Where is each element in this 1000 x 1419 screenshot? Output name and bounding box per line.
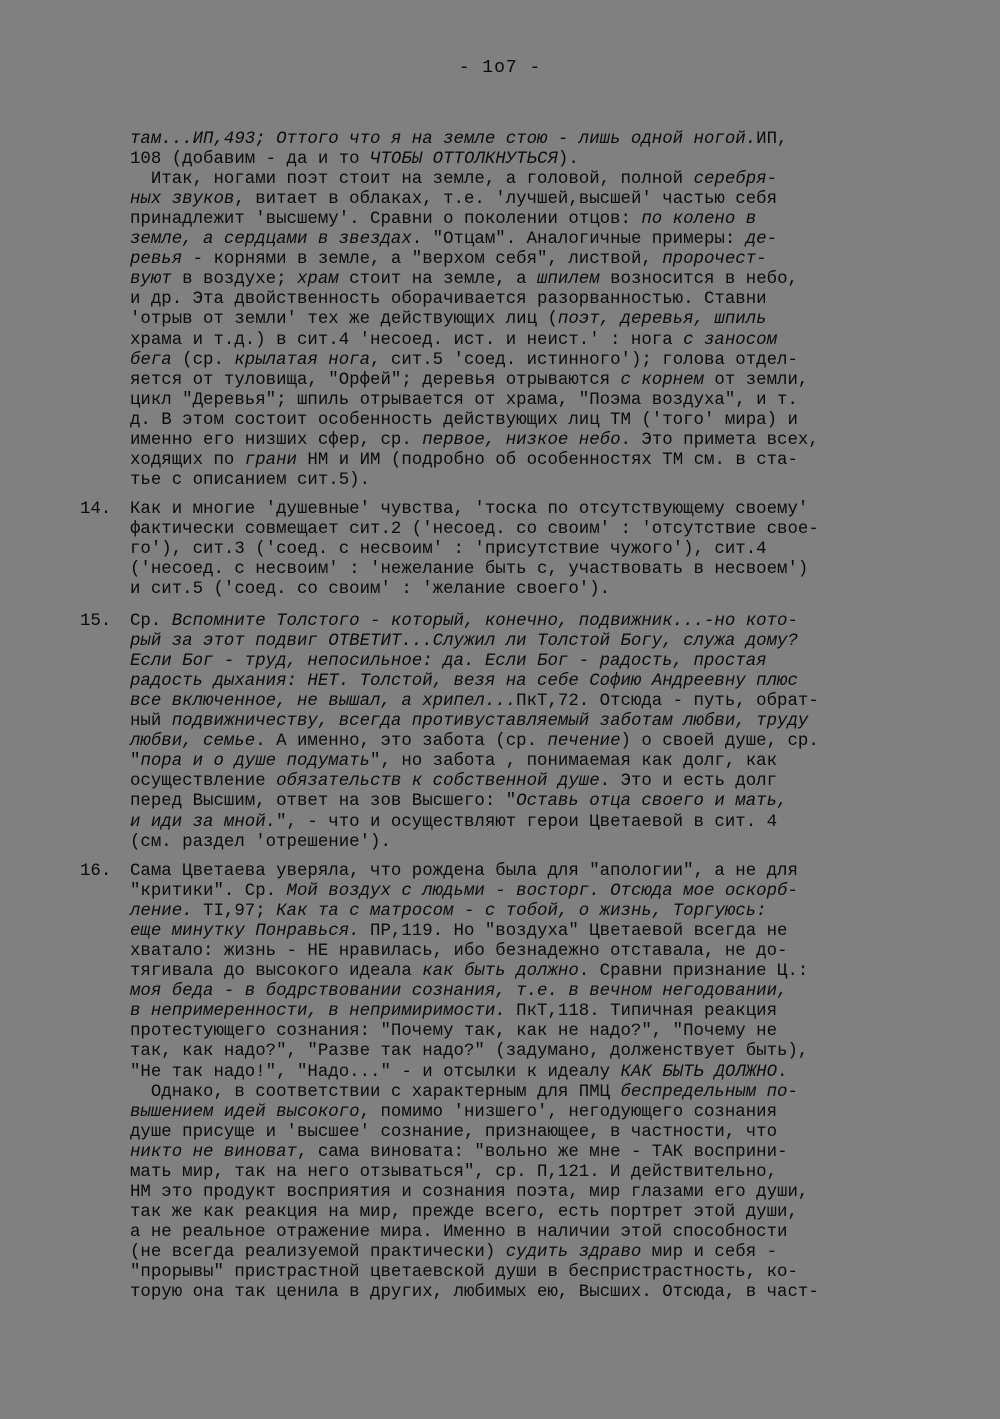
text-segment: . Это и есть долг bbox=[599, 772, 778, 792]
italic-text: земле, а сердцами в звездах bbox=[130, 230, 412, 250]
text-segment: д. В этом состоит особенность действующих лиц ТМ ('того' мира) и bbox=[130, 410, 798, 430]
text-line bbox=[130, 1042, 808, 1062]
text-line bbox=[130, 1283, 819, 1303]
text-segment: так, как надо?", "Разве так надо?" (задумано, долженствует быть), bbox=[130, 1042, 809, 1062]
italic-text: ление. bbox=[130, 902, 193, 922]
italic-text: радость дыхания: НЕТ. Толстой, везя на себе Софию Андреевну плюс bbox=[130, 672, 798, 692]
italic-text: в непримеренности, в непримиримости. bbox=[130, 1002, 506, 1022]
text-segment: принадлежит 'высшему'. Сравни о поколении отцов: bbox=[130, 210, 642, 230]
text-line bbox=[130, 431, 819, 451]
italic-text: любви, семье bbox=[130, 732, 256, 752]
italic-text: с корнем bbox=[620, 370, 704, 390]
text-segment: TI,97; bbox=[192, 902, 277, 922]
text-segment: , сама виновата: "вольно же мне - ТАК восприни- bbox=[296, 1142, 788, 1162]
text-line bbox=[130, 1022, 777, 1042]
text-line bbox=[130, 130, 787, 150]
text-line bbox=[130, 1183, 808, 1203]
italic-text: пророчест- bbox=[662, 250, 767, 270]
text-line bbox=[130, 1243, 777, 1263]
text-line bbox=[130, 391, 798, 411]
text-line bbox=[130, 882, 798, 902]
italic-text: Оставь отца своего и мать, bbox=[516, 792, 788, 812]
text-segment: а не реальное отражение мира. Именно в наличии этой способности bbox=[130, 1222, 788, 1242]
italic-text: моя беда - в бодрствовании сознания, т.е. в вечном негодовании, bbox=[130, 982, 788, 1002]
text-segment: осуществление bbox=[130, 772, 277, 792]
italic-text: ЧТОБЫ ОТТОЛКНУТЬСЯ bbox=[370, 150, 558, 170]
text-segment: ИП, bbox=[756, 130, 788, 149]
text-segment: . bbox=[777, 1062, 788, 1082]
text-segment: перед Высшим, ответ на зов Высшего: " bbox=[130, 792, 517, 812]
italic-text: никто не виноват bbox=[130, 1142, 297, 1162]
text-segment: в воздухе; bbox=[171, 270, 297, 290]
note-number: 16. bbox=[80, 862, 112, 881]
text-segment: душе присуще и 'высшее' сознание, признающее, в частности, что bbox=[130, 1122, 778, 1142]
text-line bbox=[130, 712, 808, 732]
italic-text: КАК БЫТЬ ДОЛЖНО bbox=[620, 1062, 778, 1082]
italic-text: Как та с матросом - с тобой, о жизнь, Торгуюсь: bbox=[276, 902, 767, 922]
italic-text: обязательств к собственной душе bbox=[276, 772, 600, 792]
note-number: 15. bbox=[80, 612, 112, 631]
italic-text: пора и о душе подумать bbox=[140, 752, 371, 772]
page-number: - 1o7 - bbox=[458, 58, 542, 78]
text-line bbox=[130, 1143, 787, 1163]
text-line bbox=[130, 652, 767, 672]
italic-text: судить здраво bbox=[505, 1242, 642, 1262]
text-segment: . Это примета всех, bbox=[620, 430, 819, 450]
text-segment: , сит.5 'соед. истинного'); голова отдел- bbox=[370, 350, 798, 370]
text-line bbox=[130, 1123, 777, 1143]
italic-text: печение bbox=[547, 732, 621, 752]
text-line bbox=[130, 1083, 798, 1103]
italic-text: де- bbox=[745, 230, 778, 250]
text-segment: - корнями в земле, а "верхом себя", листвой, bbox=[182, 250, 663, 270]
text-segment: (ср. bbox=[171, 350, 235, 370]
text-segment: ный bbox=[130, 712, 172, 732]
text-segment: . "Отцам". Аналогичные примеры: bbox=[411, 230, 746, 250]
text-segment: 108 (добавим - да и то bbox=[130, 150, 371, 170]
italic-text: Мой воздух с людьми - восторг. Отсюда мое оскорб- bbox=[286, 882, 798, 902]
text-line bbox=[130, 813, 777, 833]
text-line bbox=[130, 500, 808, 520]
text-segment: . Сравни признание Ц.: bbox=[578, 962, 809, 982]
text-line bbox=[130, 922, 788, 942]
italic-text: вуют bbox=[130, 270, 172, 290]
text-segment: и сит.5 ('соед. со своим' : 'желание своего'). bbox=[130, 580, 611, 600]
text-line bbox=[130, 1203, 798, 1223]
text-segment: ПкТ,118. Типичная реакция bbox=[505, 1002, 778, 1022]
text-line bbox=[130, 331, 777, 351]
italic-text: рый за этот подвиг ОТВЕТИТ...Служил ли Толстой Богу, служа дому? bbox=[130, 632, 798, 652]
text-line bbox=[130, 150, 579, 170]
text-segment: и др. Эта двойственность оборачивается разорванностью. Ставни bbox=[130, 290, 767, 310]
text-line bbox=[130, 632, 798, 652]
italic-text: там...ИП,493; bbox=[130, 130, 277, 149]
text-segment: яется от туловища, "Орфей"; деревья отрываются bbox=[130, 370, 621, 390]
text-segment: ", но забота , понимаемая как долг, как bbox=[370, 752, 778, 772]
text-line bbox=[130, 310, 767, 330]
text-segment: " bbox=[130, 752, 141, 772]
italic-text: шпилем bbox=[537, 270, 600, 290]
text-line bbox=[130, 833, 391, 853]
text-line bbox=[130, 612, 798, 632]
text-segment: (не всегда реализуемой практически) bbox=[130, 1242, 506, 1262]
text-line bbox=[130, 170, 777, 190]
italic-text: вышением идей высокого bbox=[130, 1102, 360, 1122]
text-line bbox=[130, 210, 756, 230]
text-segment: Итак, ногами поэт стоит на земле, а головой, полной bbox=[130, 170, 694, 190]
text-line bbox=[130, 902, 767, 922]
italic-text: с заносом bbox=[683, 330, 778, 350]
text-line bbox=[130, 290, 767, 310]
text-segment: ('несоед. с несвоим' : 'нежелание быть с, участвовать в несвоем') bbox=[130, 560, 809, 580]
text-line bbox=[130, 792, 787, 812]
italic-text: грани bbox=[244, 450, 297, 470]
text-segment: от земли, bbox=[704, 370, 809, 390]
italic-text: беспредельным по- bbox=[620, 1082, 798, 1102]
text-line bbox=[130, 250, 767, 270]
italic-text: Если Бог - труд, непосильное: да. Если Бог - радость, простая bbox=[130, 652, 767, 672]
text-line bbox=[130, 270, 798, 290]
italic-text: бега bbox=[130, 350, 172, 370]
text-line bbox=[130, 962, 808, 982]
text-line bbox=[130, 371, 808, 391]
text-segment: ПкТ,72. Отсюда - путь, обрат- bbox=[516, 692, 819, 712]
text-line bbox=[130, 1063, 787, 1083]
text-segment: мать мир, так на него отзываться", ср. П,121. И действительно, bbox=[130, 1162, 778, 1182]
text-segment: Сама Цветаева уверяла, что рождена была для "апологии", а не для bbox=[130, 862, 798, 881]
italic-text: крылатая нога bbox=[234, 350, 371, 370]
text-line bbox=[130, 1163, 777, 1183]
text-segment: храма и т.д.) в сит.4 'несоед. ист. и неист.' : нога bbox=[130, 330, 684, 350]
text-segment: хватало: жизнь - НЕ нравилась, ибо безнадежно отставала, не до- bbox=[130, 942, 788, 962]
text-line bbox=[130, 672, 798, 692]
text-segment: "Не так надо!", "Надо..." - и отсылки к идеалу bbox=[130, 1062, 621, 1082]
text-segment: . А именно, это забота (ср. bbox=[255, 732, 548, 752]
text-line bbox=[130, 1263, 798, 1283]
text-line bbox=[130, 580, 610, 600]
text-line bbox=[130, 1103, 777, 1123]
text-segment: 'отрыв от земли' тех же действующих лиц ( bbox=[130, 310, 558, 330]
text-segment: , витает в облаках, т.е. 'лучшей,высшей' частью себя bbox=[234, 190, 778, 210]
text-segment: "критики". Ср. bbox=[130, 882, 287, 902]
text-segment: цикл "Деревья"; шпиль отрывается от храма, "Поэма воздуха", и т. bbox=[130, 390, 798, 410]
text-segment: протестующего сознания: "Почему так, как не надо?", "Почему не bbox=[130, 1022, 778, 1042]
text-segment: (см. раздел 'отрешение'). bbox=[130, 832, 391, 852]
text-segment: го'), сит.3 ('соед. с несвоим' : 'присутствие чужого'), сит.4 bbox=[130, 540, 767, 560]
text-line bbox=[130, 451, 798, 471]
text-segment: ) о своей душе, ср. bbox=[620, 732, 819, 752]
text-segment: ", - что и осуществляют герои Цветаевой в сит. 4 bbox=[276, 812, 778, 832]
text-segment: ПР,119. Но "воздуха" Цветаевой всегда не bbox=[359, 922, 788, 942]
text-segment: Ср. bbox=[130, 612, 172, 631]
text-segment: , помимо 'низшего', негодующего сознания bbox=[359, 1102, 778, 1122]
text-line bbox=[130, 692, 819, 712]
text-segment: фактически совмещает сит.2 ('несоед. со своим' : 'отсутствие свое- bbox=[130, 520, 819, 540]
italic-text: все включенное, не вышал, а хрипел... bbox=[130, 692, 517, 712]
text-line bbox=[130, 520, 819, 540]
text-segment: НМ это продукт восприятия и сознания поэта, мир глазами его души, bbox=[130, 1182, 809, 1202]
text-segment: ). bbox=[557, 150, 579, 170]
note-number: 14. bbox=[80, 500, 112, 519]
text-line bbox=[130, 471, 370, 491]
italic-text: как быть должно bbox=[422, 962, 579, 982]
italic-text: и иди за мной. bbox=[130, 812, 277, 832]
text-segment: тье с описанием сит.5). bbox=[130, 470, 371, 490]
italic-text: серебря- bbox=[693, 170, 778, 190]
text-line bbox=[130, 540, 767, 560]
text-segment: стоит на земле, а bbox=[338, 270, 538, 290]
text-line bbox=[130, 752, 777, 772]
italic-text: по колено в bbox=[641, 210, 757, 230]
italic-text: поэт, деревья, шпиль bbox=[557, 310, 767, 330]
italic-text: Вспомните Толстого - который, конечно, подвижник...-но кото- bbox=[171, 612, 798, 631]
italic-text: еще минутку Понравься. bbox=[130, 922, 360, 942]
text-line bbox=[130, 411, 798, 431]
text-line bbox=[130, 190, 777, 210]
text-line bbox=[130, 942, 787, 962]
text-line bbox=[130, 560, 808, 580]
text-line bbox=[130, 1002, 777, 1022]
text-segment: торую она так ценила в других, любимых ею, Высших. Отсюда, в част- bbox=[130, 1283, 819, 1303]
text-line bbox=[130, 230, 777, 250]
italic-text: ревья bbox=[130, 250, 183, 270]
italic-text: храм bbox=[296, 270, 339, 290]
italic-text: первое, низкое небо bbox=[422, 430, 621, 450]
text-segment: Однако, в соответствии с характерным для ПМЦ bbox=[130, 1082, 621, 1102]
text-line bbox=[130, 982, 787, 1002]
text-segment: "прорывы" пристрастной цветаевской души в беспристрастность, ко- bbox=[130, 1263, 798, 1282]
text-segment: возносится в небо, bbox=[599, 270, 798, 290]
text-segment: мир и себя - bbox=[641, 1242, 778, 1262]
text-segment: НМ и ИМ (подробно об особенностях ТМ см. в ста- bbox=[297, 450, 798, 470]
text-segment: ходящих по bbox=[130, 450, 245, 470]
italic-text: ных звуков bbox=[130, 190, 235, 210]
text-segment: именно его низших сфер, ср. bbox=[130, 430, 423, 450]
text-line bbox=[130, 732, 819, 752]
text-segment: тягивала до высокого идеала bbox=[130, 962, 423, 982]
text-line bbox=[130, 862, 798, 882]
text-line bbox=[130, 351, 798, 371]
text-segment: так же как реакция на мир, прежде всего, есть портрет этой души, bbox=[130, 1202, 798, 1222]
text-line bbox=[130, 1223, 787, 1243]
italic-text: Оттого что я на земле стою - лишь одной ногой. bbox=[276, 130, 757, 149]
italic-text: подвижничеству, всегда противуставляемый заботам любви, труду bbox=[171, 712, 809, 732]
text-segment: Как и многие 'душевные' чувства, 'тоска по отсутствующему своему' bbox=[130, 500, 809, 519]
text-line bbox=[130, 772, 777, 792]
